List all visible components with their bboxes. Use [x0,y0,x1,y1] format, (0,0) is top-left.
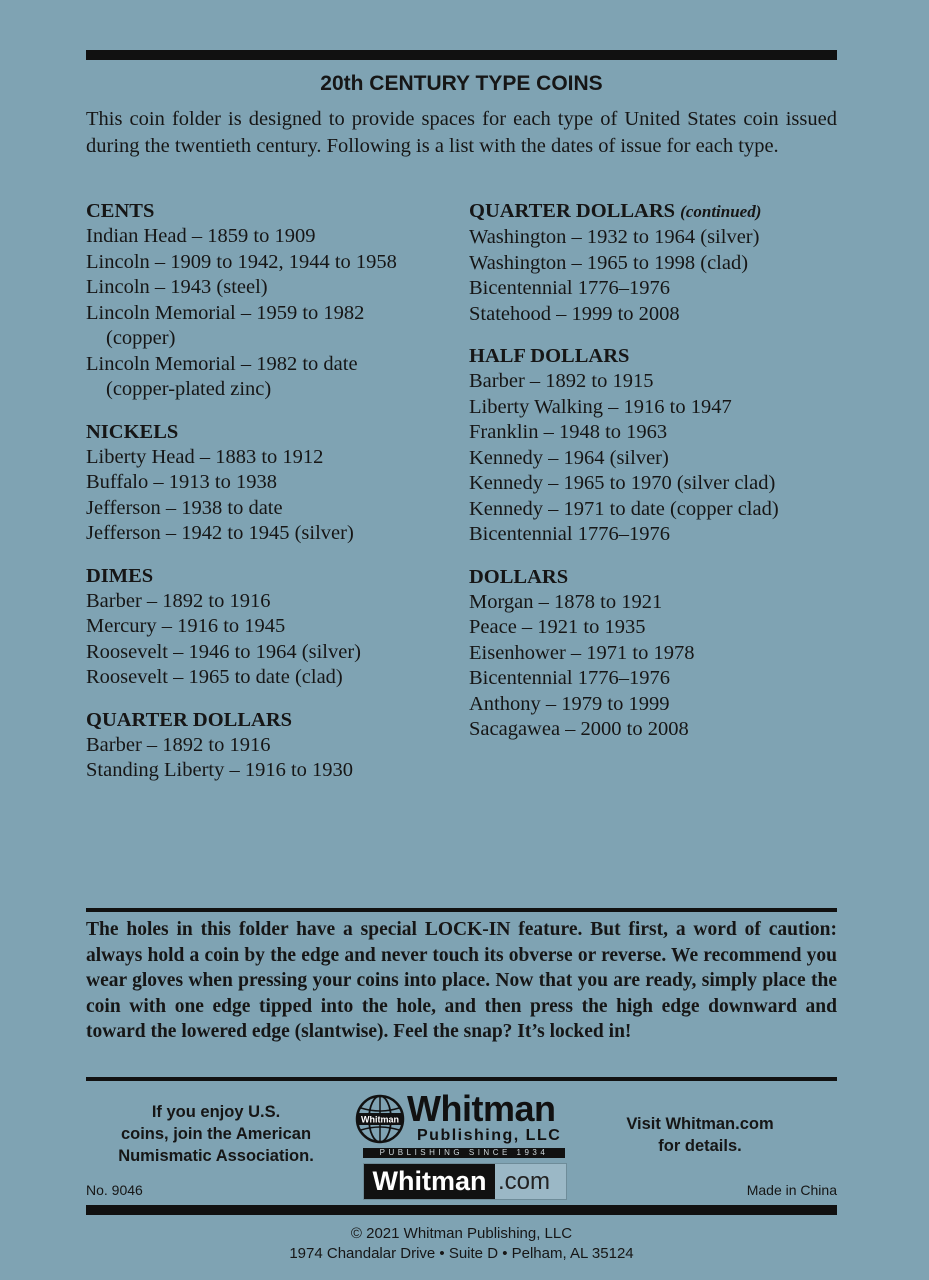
coin-type-entry [86,326,466,352]
coin-type-text: Liberty Walking – 1916 to 1947 [469,395,732,418]
coin-type-text: Lincoln Memorial – 1982 to date [86,352,358,375]
section-heading-text: CENTS [86,200,155,222]
coin-type-text: Morgan – 1878 to 1921 [469,590,663,613]
coin-type-text: Kennedy – 1965 to 1970 (silver clad) [469,472,776,494]
website-logo-name: Whitman [364,1164,495,1199]
right-column [469,198,849,759]
coin-type-text: Washington – 1932 to 1964 (silver) [469,226,760,248]
coin-type-text: Standing Liberty – 1916 to 1930 [86,759,354,781]
coin-type-text: Sacagawea – 2000 to 2008 [469,718,689,740]
coin-section [86,707,466,784]
section-heading-text: NICKELS [86,420,179,443]
coin-section [86,419,466,547]
coin-section [86,563,466,691]
coin-type-entry [469,302,849,328]
coin-type-text: Kennedy – 1964 (silver) [469,446,669,469]
item-number: No. 9046 [86,1182,143,1198]
coin-type-entry [469,446,849,472]
coin-type-text: Bicentennial 1776–1976 [469,277,670,299]
coin-section [86,198,466,403]
coin-section [469,343,849,548]
visit-website-note [600,1113,800,1157]
website-logo [363,1163,567,1200]
ana-promo-line: coins, join the American [120,1125,312,1143]
coin-type-entry [469,590,849,616]
section-heading [86,419,466,445]
coin-type-text: Bicentennial 1776–1976 [469,667,670,689]
logo-publishing: Publishing, LLC [417,1127,562,1144]
copyright-block [86,1224,837,1264]
coin-type-entry [86,521,466,547]
coin-type-text: Barber – 1892 to 1916 [86,589,271,612]
footer-rule [86,1205,837,1215]
coin-type-entry [469,471,849,497]
coin-type-text: Washington – 1965 to 1998 (clad) [469,251,749,274]
globe-icon [355,1094,405,1144]
logo-since-banner: PUBLISHING SINCE 1934 [363,1148,565,1158]
section-heading-note: (continued) [680,202,762,221]
coin-type-text: Barber – 1892 to 1915 [469,370,654,392]
coin-type-text: Peace – 1921 to 1935 [469,616,646,638]
whitman-logo [355,1088,567,1202]
coin-type-entry [469,717,849,743]
coin-type-text: Lincoln – 1909 to 1942, 1944 to 1958 [86,250,397,273]
coin-type-text: Eisenhower – 1971 to 1978 [469,641,695,664]
coin-type-text: Mercury – 1916 to 1945 [86,615,286,637]
lockin-instructions: The holes in this folder have a special LOCK-IN feature. But first, a word of caution: always hold a coin by the edge and never touch its obverse or reverse. We recommend you wear gloves when pressing your coins into place. Now that you are ready, simply place the coin with one edge tipped into the hole, and then press the high edge downward and toward the lowered edge (slantwise). Feel the snap? It’s locked in! [86,919,837,1042]
coin-type-text: Anthony – 1979 to 1999 [469,692,670,715]
coin-type-entry [86,733,466,759]
coin-type-entry [469,692,849,718]
coin-type-text: Jefferson – 1942 to 1945 (silver) [86,522,354,544]
top-rule [86,50,837,60]
coin-type-entry [86,352,466,378]
coin-type-entry [469,251,849,277]
coin-type-entry [86,377,466,403]
coin-type-text: (copper) [106,327,176,349]
coin-type-entry [86,665,466,691]
ana-promo-line: If you enjoy U.S. [151,1103,281,1121]
coin-type-text: Barber – 1892 to 1916 [86,733,271,756]
coin-type-entry [469,497,849,523]
section-heading [86,563,466,589]
visit-line: for details. [658,1137,742,1155]
coin-type-text: Kennedy – 1971 to date (copper clad) [469,497,779,520]
section-heading [469,564,849,590]
coin-section [469,564,849,743]
coin-type-text: Statehood – 1999 to 2008 [469,302,680,325]
coin-type-entry [86,496,466,522]
intro-paragraph: This coin folder is designed to provide spaces for each type of United States coin issued during the twentieth century. Following is a list with the dates of issue for each type. [86,108,837,157]
coin-type-text: (copper-plated zinc) [106,378,272,400]
coin-type-entry [86,224,466,250]
visit-line: Visit Whitman.com [626,1115,774,1133]
coin-type-entry [86,275,466,301]
copyright-line: © 2021 Whitman Publishing, LLC [350,1225,573,1242]
coin-type-entry [469,225,849,251]
coin-type-text: Roosevelt – 1946 to 1964 (silver) [86,640,362,663]
coin-type-text: Buffalo – 1913 to 1938 [86,471,277,493]
coin-type-entry [469,369,849,395]
lockin-top-rule [86,908,837,912]
coin-type-text: Franklin – 1948 to 1963 [469,421,668,443]
coin-type-entry [86,470,466,496]
coin-type-text: Liberty Head – 1883 to 1912 [86,445,324,468]
coin-section [469,198,849,327]
section-heading-text: QUARTER DOLLARS [86,708,293,731]
section-heading [469,343,849,369]
coin-type-entry [469,395,849,421]
ana-promo [96,1101,336,1167]
section-heading-text: HALF DOLLARS [469,345,630,367]
coin-type-entry [86,640,466,666]
coin-type-text: Indian Head – 1859 to 1909 [86,225,316,247]
coin-type-entry [469,420,849,446]
section-heading [469,198,849,225]
section-heading-text: DOLLARS [469,565,569,588]
coin-type-text: Roosevelt – 1965 to date (clad) [86,666,343,688]
coin-type-entry [86,758,466,784]
coin-type-entry [86,250,466,276]
left-column [86,198,466,800]
section-heading-text: DIMES [86,564,154,587]
coin-type-text: Jefferson – 1938 to date [86,496,283,519]
logo-name: Whitman [407,1088,556,1129]
coin-type-text: Bicentennial 1776–1976 [469,523,670,545]
coin-type-entry [469,641,849,667]
section-heading [86,198,466,224]
made-in-label: Made in China [746,1182,837,1198]
lockin-bottom-rule [86,1077,837,1081]
coin-type-entry [86,614,466,640]
coin-type-entry [86,301,466,327]
website-logo-domain: .com [498,1168,551,1195]
globe-label: Whitman [361,1114,399,1125]
coin-type-text: Lincoln – 1943 (steel) [86,276,268,298]
coin-type-entry [86,589,466,615]
coin-type-entry [469,666,849,692]
section-heading-text: QUARTER DOLLARS [469,200,676,222]
section-heading [86,707,466,733]
page-title: 20th CENTURY TYPE COINS [320,72,603,95]
coin-type-text: Lincoln Memorial – 1959 to 1982 [86,301,365,324]
address-line: 1974 Chandalar Drive • Suite D • Pelham, AL 35124 [289,1245,634,1262]
coin-type-entry [469,276,849,302]
coin-type-entry [469,615,849,641]
ana-promo-line: Numismatic Association. [118,1147,314,1165]
coin-type-entry [469,522,849,548]
coin-type-entry [86,445,466,471]
